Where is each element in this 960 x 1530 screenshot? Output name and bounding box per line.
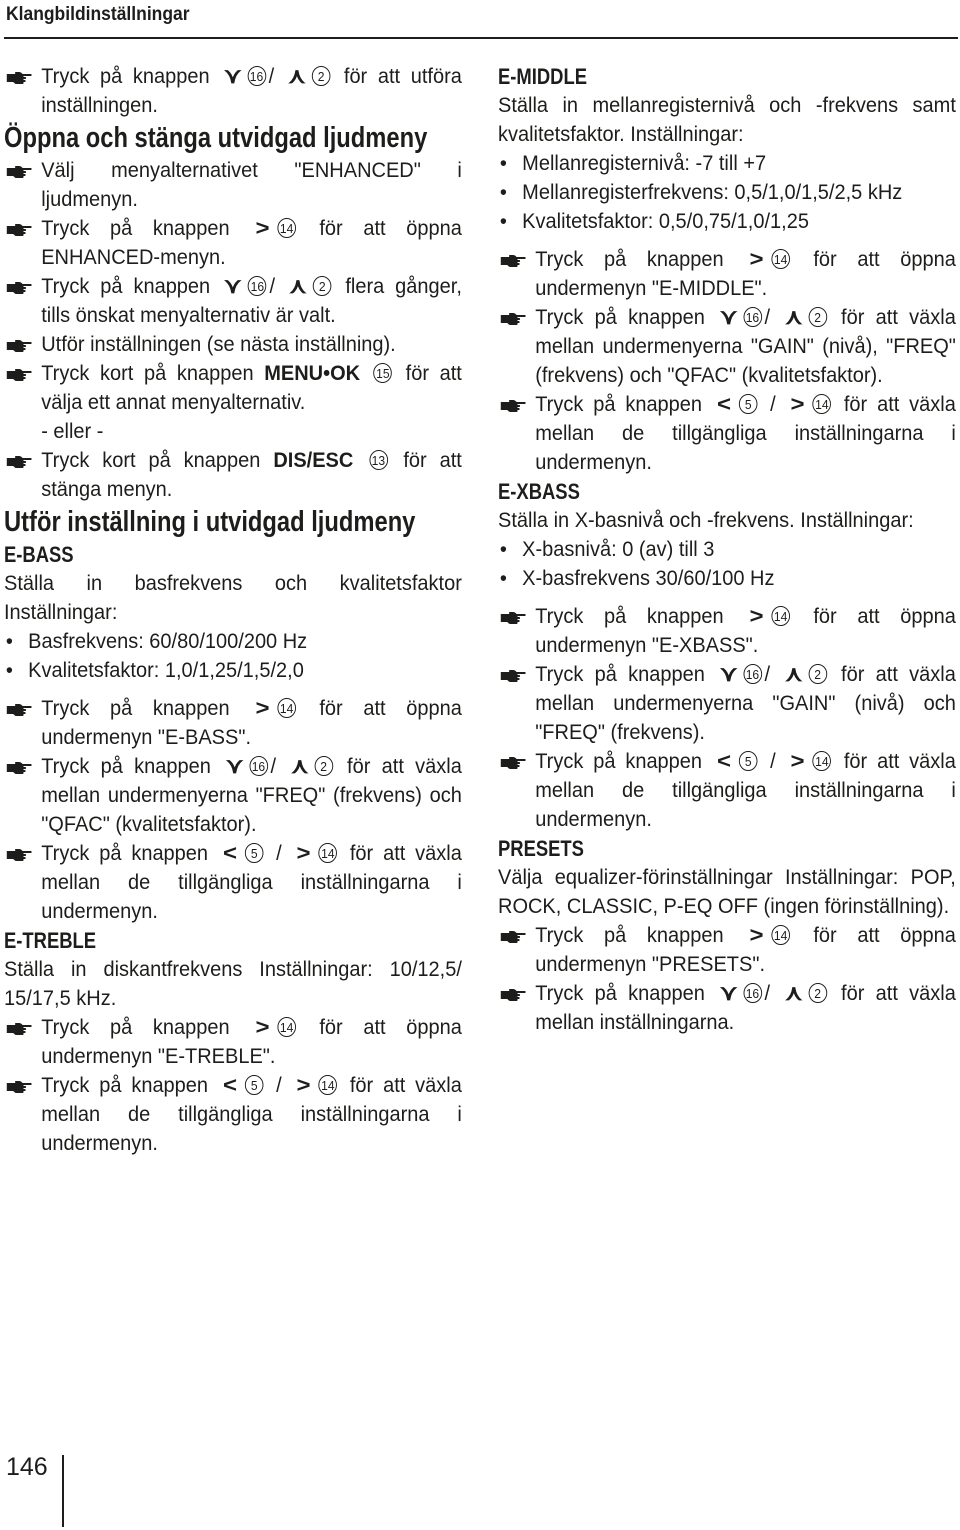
down-arrow-key-icon: ⋎ [719, 305, 738, 329]
pointing-hand-icon [6, 339, 32, 353]
exbass-bullet: • X-basnivå: 0 (av) till 3 [498, 535, 956, 564]
etreble-step-2: Tryck på knappen < 5 / > 14 för att växla mellan de tillgängliga inställningarna i undermenyn. [4, 1071, 462, 1158]
section-title-adjust: Utför inställning i utvidgad ljudmeny [4, 506, 416, 538]
key-number: 5 [739, 751, 758, 771]
right-arrow-key-icon: > [296, 1073, 311, 1097]
menu-ok-key: MENU•OK [264, 361, 361, 385]
ebass-step-3: Tryck på knappen < 5 / > 14 för att växla mellan de tillgängliga inställningarna i undermenyn. [4, 839, 462, 926]
up-arrow-key-icon: ⋏ [784, 981, 803, 1005]
key-number: 14 [277, 698, 296, 718]
presets-step-2: Tryck på knappen ⋎ 16 / ⋏ 2 för att växla mellan inställningarna. [498, 979, 956, 1037]
up-arrow-key-icon: ⋏ [784, 662, 803, 686]
pointing-hand-icon [6, 368, 32, 382]
right-arrow-key-icon: > [255, 696, 270, 720]
or-separator: - eller - [41, 419, 104, 443]
key-number: 15 [374, 363, 393, 383]
key-number: 2 [808, 664, 827, 684]
header-rule [4, 37, 958, 39]
key-number: 16 [743, 307, 762, 327]
pointing-hand-icon [6, 703, 32, 717]
section-title-open-close: Öppna och stänga utvidgad ljudmeny [4, 122, 428, 154]
ebass-title: E-BASS [4, 542, 74, 567]
key-number: 14 [813, 751, 832, 771]
presets-description: Välja equalizer-förinställningar Inställningar: POP, ROCK, CLASSIC, P-EQ OFF (ingen förinställning). [498, 865, 956, 918]
intro-step-1: Tryck på knappen ⋎ 16 / ⋏ 2 för att utföra inställningen. [4, 62, 462, 120]
open-step-3: Tryck på knappen ⋎ 16 / ⋏ 2 flera gånger, tills önskat menyalternativ är valt. [4, 272, 462, 330]
key-number: 16 [743, 983, 762, 1003]
emiddle-bullet: • Mellanregisternivå: -7 till +7 [498, 149, 956, 178]
pointing-hand-icon [6, 761, 32, 775]
presets-step-1: Tryck på knappen > 14 för att öppna undermenyn "PRESETS". [498, 921, 956, 979]
open-step-6: Tryck kort på knappen DIS/ESC 13 för att stänga menyn. [4, 446, 462, 504]
key-number: 16 [247, 66, 266, 86]
key-number: 16 [249, 756, 268, 776]
pointing-hand-icon [500, 254, 526, 268]
dis-esc-key: DIS/ESC [273, 448, 354, 472]
key-number: 14 [771, 249, 790, 269]
ebass-step-2: Tryck på knappen ⋎ 16 / ⋏ 2 för att växla mellan undermenyerna "FREQ" (frekvens) och "QFAC" (kvalitetsfaktor). [4, 752, 462, 839]
pointing-hand-icon [500, 669, 526, 683]
pointing-hand-icon [500, 312, 526, 326]
etreble-step-1: Tryck på knappen > 14 för att öppna undermenyn "E-TREBLE". [4, 1013, 462, 1071]
up-arrow-key-icon: ⋏ [289, 274, 307, 298]
emiddle-bullet: • Kvalitetsfaktor: 0,5/0,75/1,0/1,25 [498, 207, 956, 236]
pointing-hand-icon [6, 223, 32, 237]
emiddle-description: Ställa in mellanregisternivå och -frekvens samt kvalitetsfaktor. Inställningar: [498, 93, 956, 146]
emiddle-step-3: Tryck på knappen < 5 / > 14 för att växla mellan de tillgängliga inställningarna i undermenyn. [498, 390, 956, 477]
key-number: 14 [771, 925, 790, 945]
key-number: 5 [245, 843, 264, 863]
key-number: 5 [739, 394, 758, 414]
right-column [498, 62, 956, 1037]
open-step-4: Utför inställningen (se nästa inställning). [4, 330, 462, 359]
ebass-step-1: Tryck på knappen > 14 för att öppna undermenyn "E-BASS". [4, 694, 462, 752]
pointing-hand-icon [6, 281, 32, 295]
key-number: 14 [319, 1075, 338, 1095]
open-step-1: Välj menyalternativet "ENHANCED" i ljudmenyn. [4, 156, 462, 214]
left-arrow-key-icon: < [223, 1073, 238, 1097]
key-number: 16 [248, 276, 267, 296]
key-number: 14 [277, 218, 296, 238]
emiddle-step-2: Tryck på knappen ⋎ 16 / ⋏ 2 för att växla mellan undermenyerna "GAIN" (nivå), "FREQ" (frekvens) och "QFAC" (kvalitetsfaktor). [498, 303, 956, 390]
open-step-5: Tryck kort på knappen MENU•OK 15 för att välja ett annat menyalternativ. [4, 359, 462, 417]
right-arrow-key-icon: > [749, 604, 764, 628]
key-number: 2 [313, 276, 332, 296]
up-arrow-key-icon: ⋏ [784, 305, 803, 329]
up-arrow-key-icon: ⋏ [288, 64, 306, 88]
key-number: 13 [369, 450, 388, 470]
footer-divider [62, 1455, 64, 1527]
down-arrow-key-icon: ⋎ [719, 662, 738, 686]
key-number: 14 [319, 843, 338, 863]
pointing-hand-icon [6, 1022, 32, 1036]
key-number: 14 [813, 394, 832, 414]
right-arrow-key-icon: > [255, 1015, 270, 1039]
key-number: 5 [245, 1075, 264, 1095]
exbass-bullet: • X-basfrekvens 30/60/100 Hz [498, 564, 956, 593]
presets-title: PRESETS [498, 836, 584, 861]
etreble-title: E-TREBLE [4, 928, 97, 953]
ebass-description: Ställa in basfrekvens och kvalitetsfaktor Inställningar: [4, 571, 462, 624]
page-number: 146 [6, 1453, 48, 1481]
key-number: 14 [277, 1017, 296, 1037]
exbass-step-3: Tryck på knappen < 5 / > 14 för att växla mellan de tillgängliga inställningarna i undermenyn. [498, 747, 956, 834]
pointing-hand-icon [6, 165, 32, 179]
left-arrow-key-icon: < [223, 841, 238, 865]
down-arrow-key-icon: ⋎ [224, 274, 243, 298]
down-arrow-key-icon: ⋎ [225, 754, 244, 778]
down-arrow-key-icon: ⋎ [223, 64, 242, 88]
up-arrow-key-icon: ⋏ [290, 754, 309, 778]
pointing-hand-icon [500, 611, 526, 625]
page-header: Klangbildinställningar [6, 4, 190, 25]
pointing-hand-icon [500, 988, 526, 1002]
key-number: 2 [808, 307, 827, 327]
pointing-hand-icon [6, 71, 32, 85]
exbass-title: E-XBASS [498, 479, 580, 504]
etreble-description: Ställa in diskantfrekvens Inställningar: 10/12,5/ 15/17,5 kHz. [4, 957, 462, 1010]
ebass-bullet: • Kvalitetsfaktor: 1,0/1,25/1,5/2,0 [4, 656, 462, 685]
right-arrow-key-icon: > [790, 392, 805, 416]
open-step-2: Tryck på knappen > 14 för att öppna ENHANCED-menyn. [4, 214, 462, 272]
exbass-step-2: Tryck på knappen ⋎ 16 / ⋏ 2 för att växla mellan undermenyerna "GAIN" (nivå) och "FREQ" (frekvens). [498, 660, 956, 747]
exbass-step-1: Tryck på knappen > 14 för att öppna undermenyn "E-XBASS". [498, 602, 956, 660]
key-number: 16 [743, 664, 762, 684]
right-arrow-key-icon: > [296, 841, 311, 865]
pointing-hand-icon [6, 455, 32, 469]
ebass-bullet: • Basfrekvens: 60/80/100/200 Hz [4, 627, 462, 656]
left-arrow-key-icon: < [717, 392, 732, 416]
pointing-hand-icon [500, 930, 526, 944]
left-column [4, 62, 462, 1158]
emiddle-bullet: • Mellanregisterfrekvens: 0,5/1,0/1,5/2,5 kHz [498, 178, 956, 207]
exbass-description: Ställa in X-basnivå och -frekvens. Inställningar: [498, 508, 914, 532]
pointing-hand-icon [500, 399, 526, 413]
right-arrow-key-icon: > [790, 749, 805, 773]
down-arrow-key-icon: ⋎ [719, 981, 738, 1005]
left-arrow-key-icon: < [717, 749, 732, 773]
right-arrow-key-icon: > [749, 247, 764, 271]
key-number: 14 [771, 606, 790, 626]
emiddle-step-1: Tryck på knappen > 14 för att öppna undermenyn "E-MIDDLE". [498, 245, 956, 303]
pointing-hand-icon [6, 1080, 32, 1094]
emiddle-title: E-MIDDLE [498, 64, 587, 89]
right-arrow-key-icon: > [255, 216, 270, 240]
right-arrow-key-icon: > [749, 923, 764, 947]
key-number: 2 [312, 66, 331, 86]
pointing-hand-icon [500, 756, 526, 770]
key-number: 2 [314, 756, 333, 776]
key-number: 2 [808, 983, 827, 1003]
pointing-hand-icon [6, 848, 32, 862]
